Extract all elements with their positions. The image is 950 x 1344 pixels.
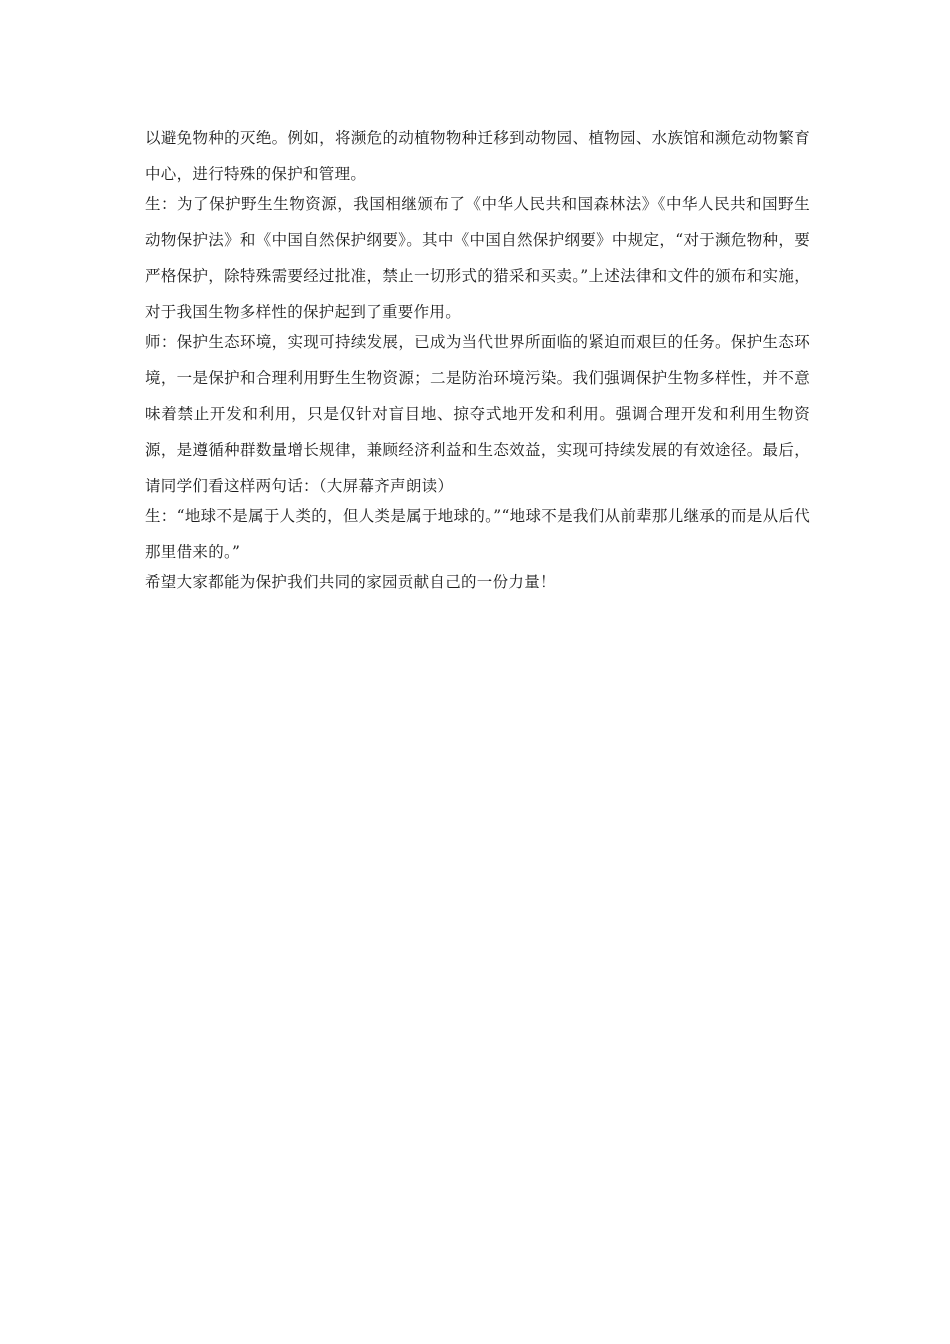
paragraph-student-laws: 生：为了保护野生生物资源，我国相继颁布了《中华人民共和国森林法》《中华人民共和国野生动物保护法》和《中国自然保护纲要》。其中《中国自然保护纲要》中规定，“对于濒危物种，要严格保护，除特殊需要经过批准，禁止一切形式的猎采和买卖。”上述法律和文件的颁布和实施，对于我国生物多样性的保护起到了重要作用。: [145, 195, 810, 321]
paragraph-continuation: 以避免物种的灭绝。例如，将濒危的动植物物种迁移到动物园、植物园、水族馆和濒危动物繁育中心，进行特殊的保护和管理。: [145, 129, 810, 183]
paragraph-closing: 希望大家都能为保护我们共同的家园贡献自己的一份力量！: [145, 573, 556, 591]
paragraph-teacher-summary: 师：保护生态环境，实现可持续发展，已成为当代世界所面临的紧迫而艰巨的任务。保护生态环境，一是保护和合理利用野生生物资源；二是防治环境污染。我们强调保护生物多样性，并不意味着禁止开发和利用，只是仅针对盲目地、掠夺式地开发和利用。强调合理开发和利用生物资源，是遵循种群数量增长规律，兼顾经济利益和生态效益，实现可持续发展的有效途径。最后，请同学们看这样两句话：（大屏幕齐声朗读）: [145, 333, 810, 495]
paragraph-student-quotes: 生：“地球不是属于人类的，但人类是属于地球的。”“地球不是我们从前辈那儿继承的而是从后代那里借来的。”: [145, 507, 810, 561]
document-body: [145, 120, 810, 600]
